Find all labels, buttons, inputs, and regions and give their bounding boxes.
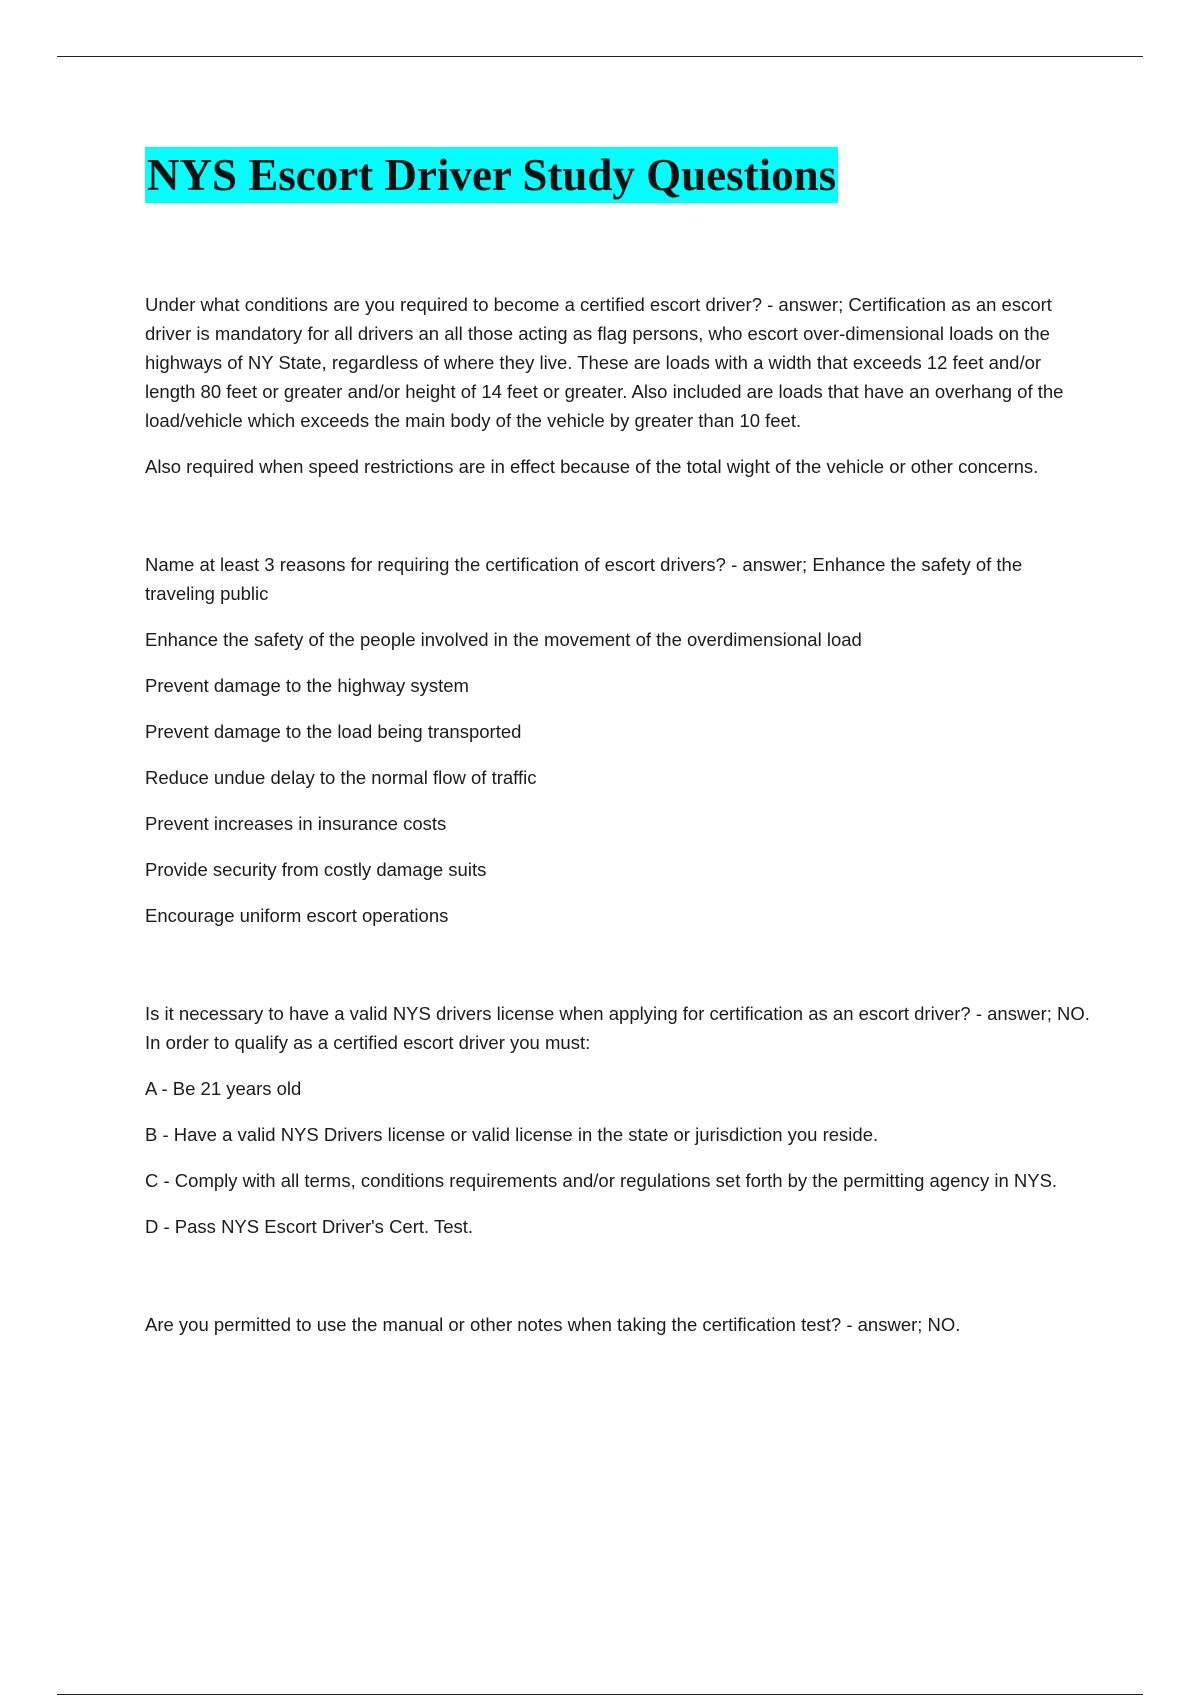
q2-reason-item: Provide security from costly damage suits [145, 859, 487, 880]
footer-rule [57, 1694, 1143, 1695]
q2-reason-item: Prevent damage to the highway system [145, 675, 469, 696]
q3-requirement-item: C - Comply with all terms, conditions requirements and/or regulations set forth by the permitting agency in NYS. [145, 1170, 1058, 1191]
q2-answer-paragraph: Name at least 3 reasons for requiring the certification of escort drivers? - answer; Enhance the safety of the traveling public [145, 554, 1023, 604]
title-block [145, 147, 838, 203]
q4-answer-paragraph: Are you permitted to use the manual or other notes when taking the certification test? - answer; NO. [145, 1314, 961, 1335]
document-title: NYS Escort Driver Study Questions [145, 147, 838, 203]
q2-reason-item: Prevent increases in insurance costs [145, 813, 447, 834]
q3-answer-paragraph: Is it necessary to have a valid NYS drivers license when applying for certification as an escort driver? - answer; NO. In order to qualify as a certified escort driver you must: [145, 1003, 1090, 1053]
q3-requirement-item: A - Be 21 years old [145, 1078, 302, 1099]
q2-reason-item: Enhance the safety of the people involved in the movement of the overdimensional load [145, 629, 862, 650]
q3-requirement-item: D - Pass NYS Escort Driver's Cert. Test. [145, 1216, 474, 1237]
q3-requirement-item: B - Have a valid NYS Drivers license or valid license in the state or jurisdiction you reside. [145, 1124, 879, 1145]
q1-answer-paragraph: Under what conditions are you required to become a certified escort driver? - answer; Certification as an escort driver is mandatory for all drivers an all those acting as flag persons, who escort over-dimensional loads on the highways of NY State, regardless of where they live. These are loads with a width that exceeds 12 feet and/or length 80 feet or greater and/or height of 14 feet or greater. Also included are loads that have an overhang of the load/vehicle which exceeds the main body of the vehicle by greater than 10 feet. [145, 294, 1064, 431]
q2-reason-item: Reduce undue delay to the normal flow of traffic [145, 767, 537, 788]
q2-reason-item: Prevent damage to the load being transported [145, 721, 522, 742]
header-rule [57, 56, 1143, 57]
q2-reason-item: Encourage uniform escort operations [145, 905, 449, 926]
document-body [145, 290, 1090, 1356]
q1-answer-continuation: Also required when speed restrictions are in effect because of the total wight of the vehicle or other concerns. [145, 456, 1039, 477]
